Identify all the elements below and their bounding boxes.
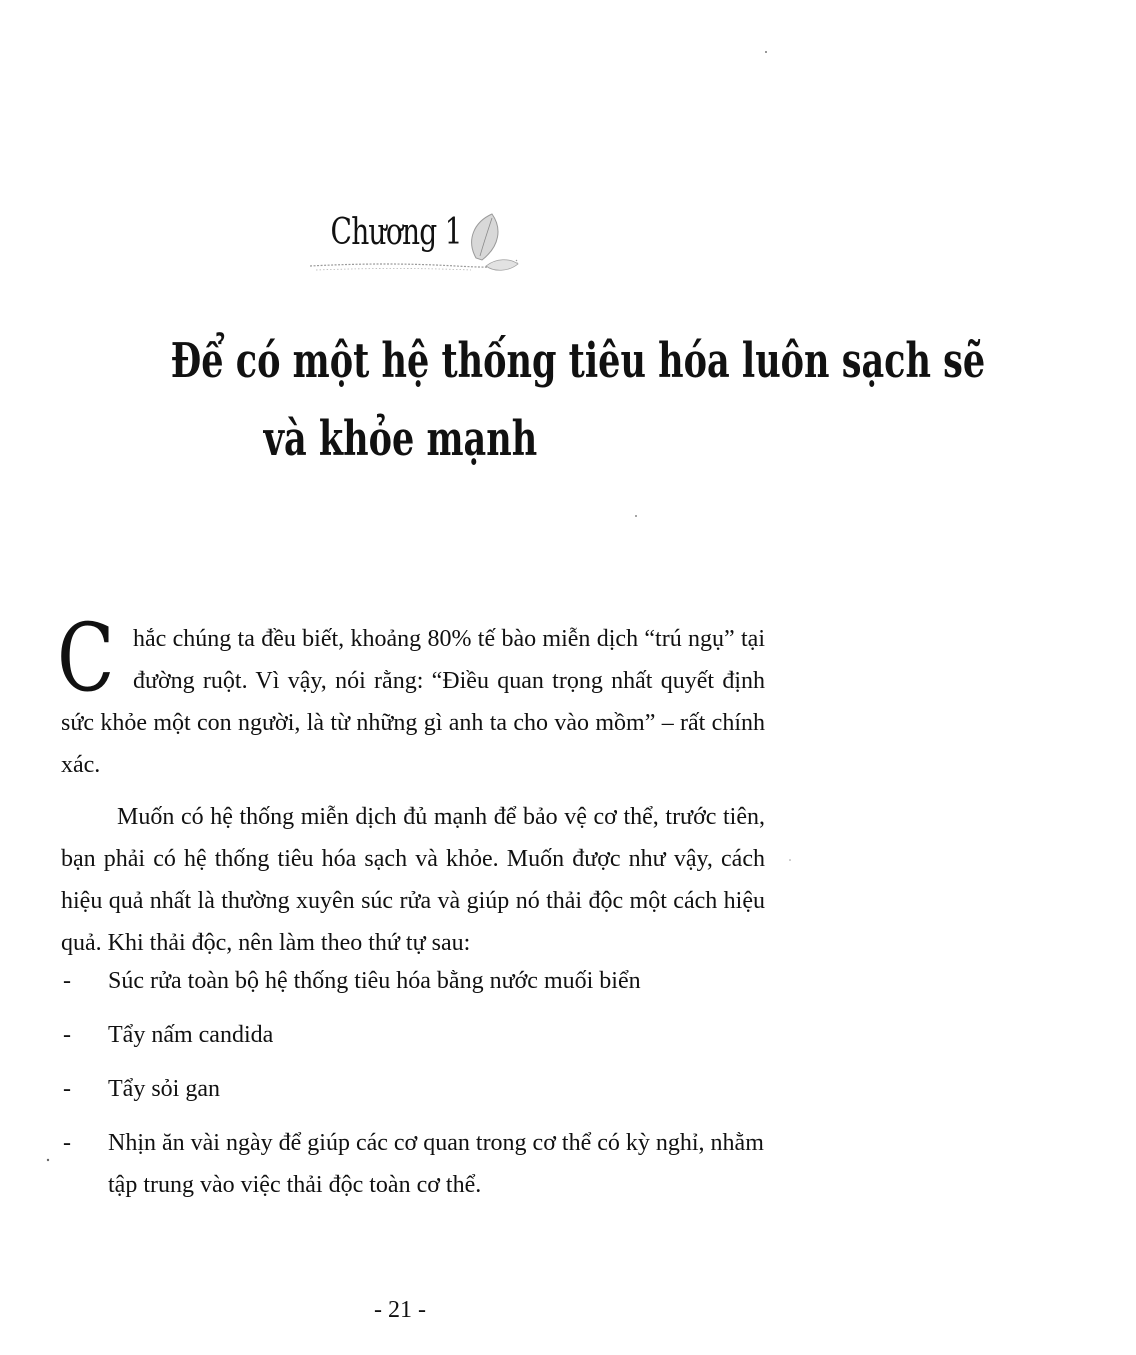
list-item-text: Súc rửa toàn bộ hệ thống tiêu hóa bằng nước muối biển bbox=[108, 968, 641, 994]
page-number: - 21 - bbox=[374, 1297, 426, 1323]
list-item-text: Tẩy nấm candida bbox=[108, 1022, 274, 1048]
list-item bbox=[61, 960, 781, 1002]
intro-paragraph bbox=[57, 604, 765, 786]
intro-paragraph-text: hắc chúng ta đều biết, khoảng 80% tế bào miễn dịch “trú ngụ” tại đường ruột. Vì vậy, nói rằng: “Điều quan trọng nhất quyết định sức khỏe một con người, là từ những gì anh ta cho vào mồm” – rất chính xác. bbox=[61, 626, 765, 778]
list-dash: - bbox=[63, 968, 71, 994]
body-paragraph: Muốn có hệ thống miễn dịch đủ mạnh để bảo vệ cơ thể, trước tiên, bạn phải có hệ thống tiêu hóa sạch và khỏe. Muốn được như vậy, cách hiệu quả nhất là thường xuyên súc rửa và giúp nó thải độc một cách hiệu quả. Khi thải độc, nên làm theo thứ tự sau: bbox=[61, 804, 765, 956]
drop-cap: C bbox=[57, 604, 115, 713]
chapter-title bbox=[20, 322, 986, 478]
list-dash: - bbox=[63, 1022, 71, 1048]
chapter-label: Chương 1 bbox=[330, 212, 462, 253]
list-dash: - bbox=[63, 1130, 71, 1156]
detox-steps-list bbox=[61, 960, 781, 1218]
list-item bbox=[61, 1122, 781, 1206]
list-item bbox=[61, 1068, 781, 1110]
chapter-title-line-1: Để có một hệ thống tiêu hóa luôn sạch sẽ bbox=[170, 333, 986, 389]
list-item bbox=[61, 1014, 781, 1056]
chapter-heading bbox=[0, 212, 800, 253]
chapter-title-line-2: và khỏe mạnh bbox=[263, 411, 537, 467]
list-dash: - bbox=[63, 1076, 71, 1102]
list-item-text: Tẩy sỏi gan bbox=[108, 1076, 220, 1102]
list-item-text: Nhịn ăn vài ngày để giúp các cơ quan trong cơ thể có kỳ nghỉ, nhằm tập trung vào việc thải độc toàn cơ thể. bbox=[108, 1130, 764, 1198]
